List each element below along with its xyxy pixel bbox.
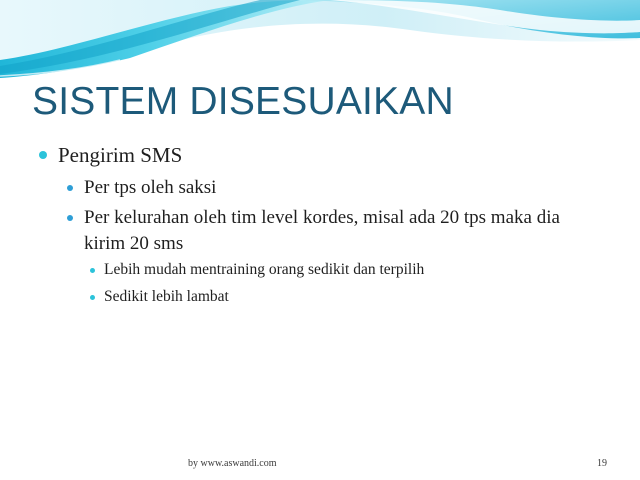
bullet-item-lebih-mudah <box>104 261 424 279</box>
bullet-item-sedikit-lambat <box>104 288 229 306</box>
bullet-dot-icon <box>67 215 73 221</box>
bullet-dot-icon <box>90 268 95 273</box>
bullet-text: Per kelurahan oleh tim level kordes, misal ada 20 tps maka dia kirim 20 sms <box>84 207 560 254</box>
bullet-dot-icon <box>39 151 47 159</box>
bullet-text: Lebih mudah mentraining orang sedikit dan terpilih <box>104 261 425 278</box>
slide-title: SISTEM DISESUAIKAN <box>32 80 454 123</box>
bullet-text: Pengirim SMS <box>58 143 183 167</box>
footer-credit: by www.aswandi.com <box>188 458 277 469</box>
bullet-dot-icon <box>90 295 95 300</box>
bullet-item-pengirim-sms <box>58 143 182 168</box>
bullet-item-per-tps <box>84 175 216 201</box>
header-wave-decoration <box>0 0 640 80</box>
bullet-item-per-kelurahan <box>84 205 604 257</box>
slide-number: 19 <box>597 458 607 469</box>
bullet-text: Sedikit lebih lambat <box>104 288 229 305</box>
bullet-text: Per tps oleh saksi <box>84 177 217 198</box>
bullet-dot-icon <box>67 185 73 191</box>
